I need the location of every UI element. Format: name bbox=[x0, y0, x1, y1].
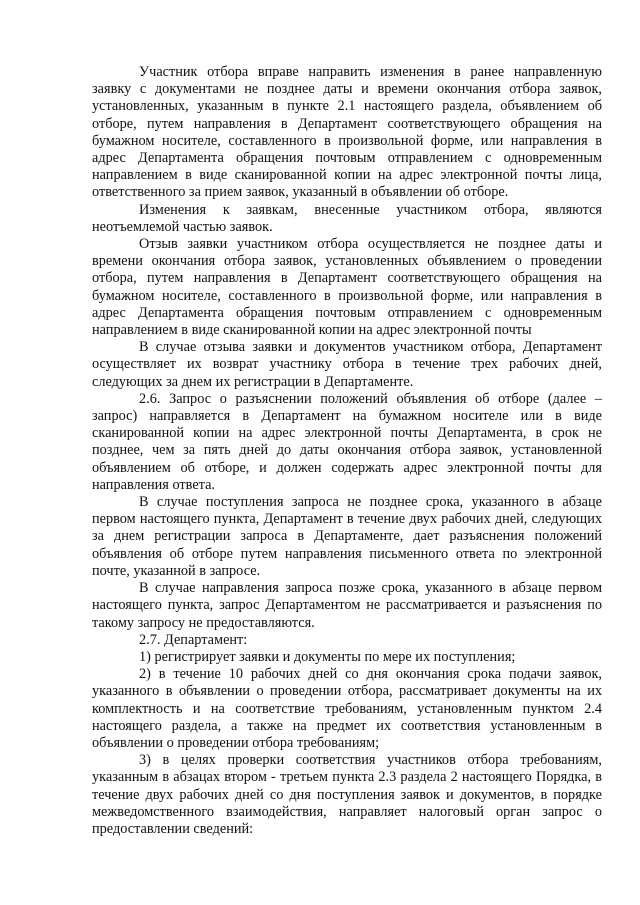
document-page bbox=[92, 64, 602, 838]
paragraph-changes-to-application: Участник отбора вправе направить изменения в ранее направленную заявку с документами не позднее даты и времени окончания отбора заявок, установленных, указанным в пункте 2.1 настоящего раздела, объявлением об отборе, путем направления в Департамент соответствующего обращения на бумажном носителе, составленного в произвольной форме, или направления в адрес Департамента обращения почтовым отправлением с одновременным направлением в виде сканированной копии на адрес электронной почты лица, ответственного за прием заявок, указанный в объявлении об отборе. bbox=[92, 64, 602, 201]
paragraph-item-3: 3) в целях проверки соответствия участников отбора требованиям, указанным в абзацах втором - третьем пункта 2.3 раздела 2 настоящего Порядка, в течение двух рабочих дней со дня поступления заявок и документов, в порядке межведомственного взаимодействия, направляет налоговый орган запрос о предоставлении сведений: bbox=[92, 752, 602, 837]
paragraph-2-6-clarification-request: 2.6. Запрос о разъяснении положений объявления об отборе (далее – запрос) направляется в Департамент на бумажном носителе или в виде сканированной копии на адрес электронной почты Департамента, в срок не позднее, чем за пять дней до даты окончания отбора заявок, установленной объявлением об отборе, и должен содержать адрес электронной почты для направления ответа. bbox=[92, 390, 602, 493]
paragraph-changes-integral-part: Изменения к заявкам, внесенные участником отбора, являются неотъемлемой частью заявок. bbox=[92, 201, 602, 235]
paragraph-return-of-documents: В случае отзыва заявки и документов участником отбора, Департамент осуществляет их возврат участнику отбора в течение трех рабочих дней, следующих за днем их регистрации в Департаменте. bbox=[92, 339, 602, 390]
paragraph-2-7-heading: 2.7. Департамент: bbox=[139, 631, 248, 648]
paragraph-clarification-response: В случае поступления запроса не позднее срока, указанного в абзаце первом настоящего пункта, Департамент в течение двух рабочих дней, следующих за днем регистрации запроса в Департаменте, дает разъяснения положений объявления об отборе путем направления письменного ответа по электронной почте, указанной в запросе. bbox=[92, 494, 602, 579]
paragraph-item-1: 1) регистрирует заявки и документы по мере их поступления; bbox=[139, 648, 516, 665]
paragraph-late-request: В случае направления запроса позже срока, указанного в абзаце первом настоящего пункта, запрос Департаментом не рассматривается и разъяснения по такому запросу не предоставляются. bbox=[92, 580, 602, 631]
paragraph-item-2: 2) в течение 10 рабочих дней со дня окончания срока подачи заявок, указанного в объявлении о проведении отбора, рассматривает документы на их комплектность и на соответствие требованиям, установленным пунктом 2.4 настоящего раздела, а также на предмет их соответствия установленным в объявлении о проведении отбора требованиям; bbox=[92, 666, 602, 751]
paragraph-withdrawal-of-application: Отзыв заявки участником отбора осуществляется не позднее даты и времени окончания отбора заявок, установленных объявлением о проведении отбора, путем направления в Департамент соответствующего обращения на бумажном носителе, составленного в произвольной форме, или направления в адрес Департамента обращения почтовым отправлением с одновременным направлением в виде сканированной копии на адрес электронной почты bbox=[92, 236, 602, 339]
